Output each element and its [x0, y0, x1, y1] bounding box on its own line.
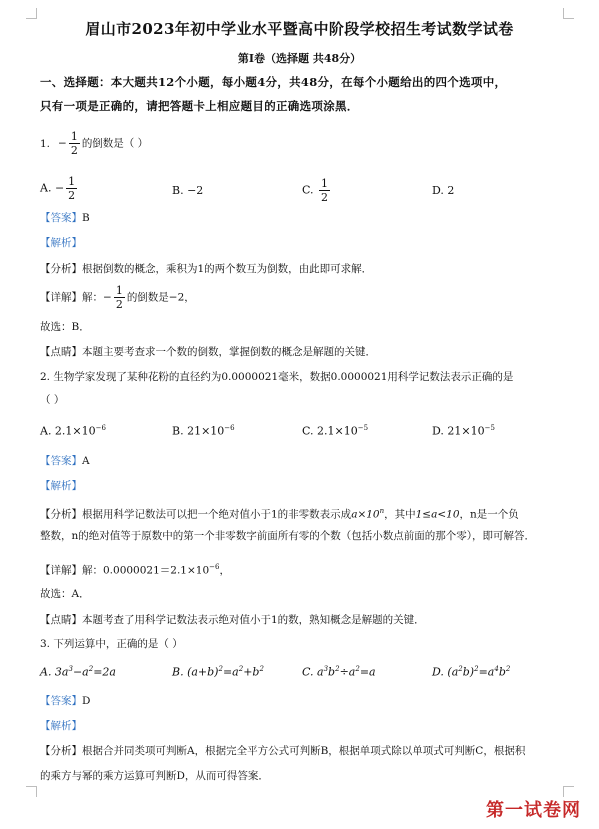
q1-xiangjie: 【详解】解：− $\frac{1}{2}$ 的倒数是−2， [40, 284, 195, 311]
q2-stem-line-1: 2. 生物学家发现了某种花粉的直径约为0.0000021毫米，数据0.0000021用科学记数法表示正确的是 [40, 371, 514, 383]
q1-option-c: C. $\frac{1}{2}$ [302, 177, 329, 204]
q2-dianjing: 【点睛】本题考查了用科学记数法表示绝对值小于1的数，熟知概念是解题的关键． [40, 614, 425, 626]
q2-fenxi-line-1: 【分析】根据用科学记数法可以把一个绝对值小于1的非零数表示成$a\times 10^n$，其中1≤a<10，n是一个负 [40, 507, 519, 521]
q1-option-b: B. −2 [172, 184, 204, 197]
q1-answer: 【答案】B [40, 212, 90, 224]
q2-option-c: C. $2.1\times 10^{-5}$ [302, 424, 369, 438]
q1-option-a: A. − $\frac{1}{2}$ [40, 175, 76, 202]
section-instructions-line-2: 只有一项是正确的，请把答题卡上相应题目的正确选项涂黑． [40, 99, 359, 113]
site-logo: 第一试卷网 [486, 800, 581, 821]
q1-number: 1. [40, 137, 51, 150]
q3-option-c: C. $a^3b^2\div a^2=a$ [302, 665, 376, 679]
q2-answer: 【答案】A [40, 455, 90, 467]
q1-stem [40, 130, 148, 157]
q3-option-d: D. $(a^2b)^2=a^4b^2$ [432, 665, 511, 679]
q2-stem-line-2: （ ） [40, 394, 65, 406]
q1-minus: − [58, 137, 67, 150]
q1-dianjing: 【点睛】本题主要考查求一个数的倒数，掌握倒数的概念是解题的关键． [40, 346, 376, 358]
q3-fenxi-line-2: 的乘方与幂的乘方运算可判断D，从而可得答案． [40, 770, 269, 782]
q3-option-b: B. $(a+b)^2=a^2+b^2$ [172, 665, 264, 679]
q1-fenxi: 【分析】根据倒数的概念，乘积为1的两个数互为倒数，由此即可求解． [40, 263, 373, 275]
q3-stem: 3. 下列运算中，正确的是（ ） [40, 638, 183, 650]
q1-option-d: D. 2 [432, 184, 455, 197]
q3-answer: 【答案】D [40, 695, 91, 707]
q2-option-b: B. $21\times 10^{-6}$ [172, 424, 235, 438]
page-title: 眉山市2023年初中学业水平暨高中阶段学校招生考试数学试卷 [85, 20, 514, 38]
q2-conclusion: 故选：A． [40, 588, 90, 600]
q1-stem-text: 的倒数是（ ） [81, 137, 149, 150]
q2-analysis-label: 【解析】 [40, 480, 82, 492]
q2-option-d: D. $21\times 10^{-5}$ [432, 424, 495, 438]
q2-xiangjie: 【详解】解：$0.0000021=2.1\times 10^{-6}$， [40, 563, 230, 577]
page-subtitle: 第Ⅰ卷（选择题 共48分） [237, 52, 362, 65]
q3-option-a: A. $3a^3-a^2=2a$ [40, 665, 116, 679]
crop-mark-bottom-left [26, 786, 37, 797]
q2-fenxi-line-2: 整数，n的绝对值等于原数中的第一个非零数字前面所有零的个数（包括小数点前面的那个零），即可解答． [40, 530, 536, 542]
q1-analysis-label: 【解析】 [40, 237, 82, 249]
q2-option-a: A. $2.1\times 10^{-6}$ [40, 424, 106, 438]
q3-analysis-label: 【解析】 [40, 720, 82, 732]
q1-fraction: $\frac{1}{2}$ [70, 130, 78, 157]
q1-conclusion: 故选：B． [40, 321, 90, 333]
q3-fenxi-line-1: 【分析】根据合并同类项可判断A，根据完全平方公式可判断B，根据单项式除以单项式可判断C，根据积 [40, 745, 526, 757]
section-instructions-line-1: 一、选择题：本大题共12个小题，每小题4分，共48分，在每个小题给出的四个选项中， [40, 75, 507, 89]
